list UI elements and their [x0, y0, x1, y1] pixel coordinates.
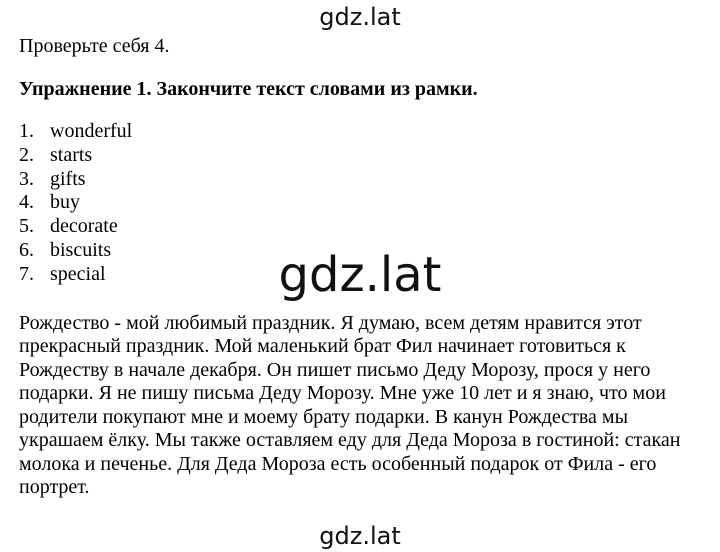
list-item: [19, 215, 709, 239]
item-word: wonderful: [50, 120, 133, 142]
item-word: buy: [50, 191, 80, 214]
item-word: decorate: [50, 215, 118, 238]
item-word: gifts: [50, 167, 86, 190]
item-word: biscuits: [50, 238, 112, 261]
exercise-heading: Упражнение 1. Закончите текст словами из рамки.: [19, 78, 478, 100]
list-item: [19, 120, 709, 144]
item-word: special: [50, 262, 106, 285]
item-number: 7.: [19, 262, 34, 285]
list-item: [19, 144, 709, 168]
list-item: [19, 191, 709, 215]
translation-paragraph: Рождество - мой любимый праздник. Я думаю, всем детям нравится этот прекрасный праздник. Мой маленький брат Фил начинает готовиться к Рождеству в начале декабря. Он пишет письмо Деду Морозу, прося у него подарки. Я не пишу письма Деду Морозу. Мне уже 10 лет и я знаю, что мои родители покупают мне и моему брату подарки. В канун Рождества мы украшаем ёлку. Мы также оставляем еду для Деда Мороза в гостиной: стакан молока и печенье. Для Деда Мороза есть особенный подарок от Фила - его портрет.: [19, 311, 681, 499]
item-number: 4.: [19, 191, 34, 214]
page-subtitle: Проверьте себя 4.: [19, 35, 170, 57]
item-number: 6.: [19, 238, 34, 261]
watermark-center: gdz.lat: [278, 247, 442, 303]
item-number: 3.: [19, 167, 34, 190]
item-number: 2.: [19, 143, 34, 166]
item-number: 5.: [19, 215, 34, 238]
list-item: [19, 168, 709, 192]
watermark-bottom: gdz.lat: [319, 522, 401, 550]
watermark-top: gdz.lat: [319, 3, 401, 31]
item-word: starts: [50, 143, 93, 166]
item-number: 1.: [19, 120, 34, 142]
